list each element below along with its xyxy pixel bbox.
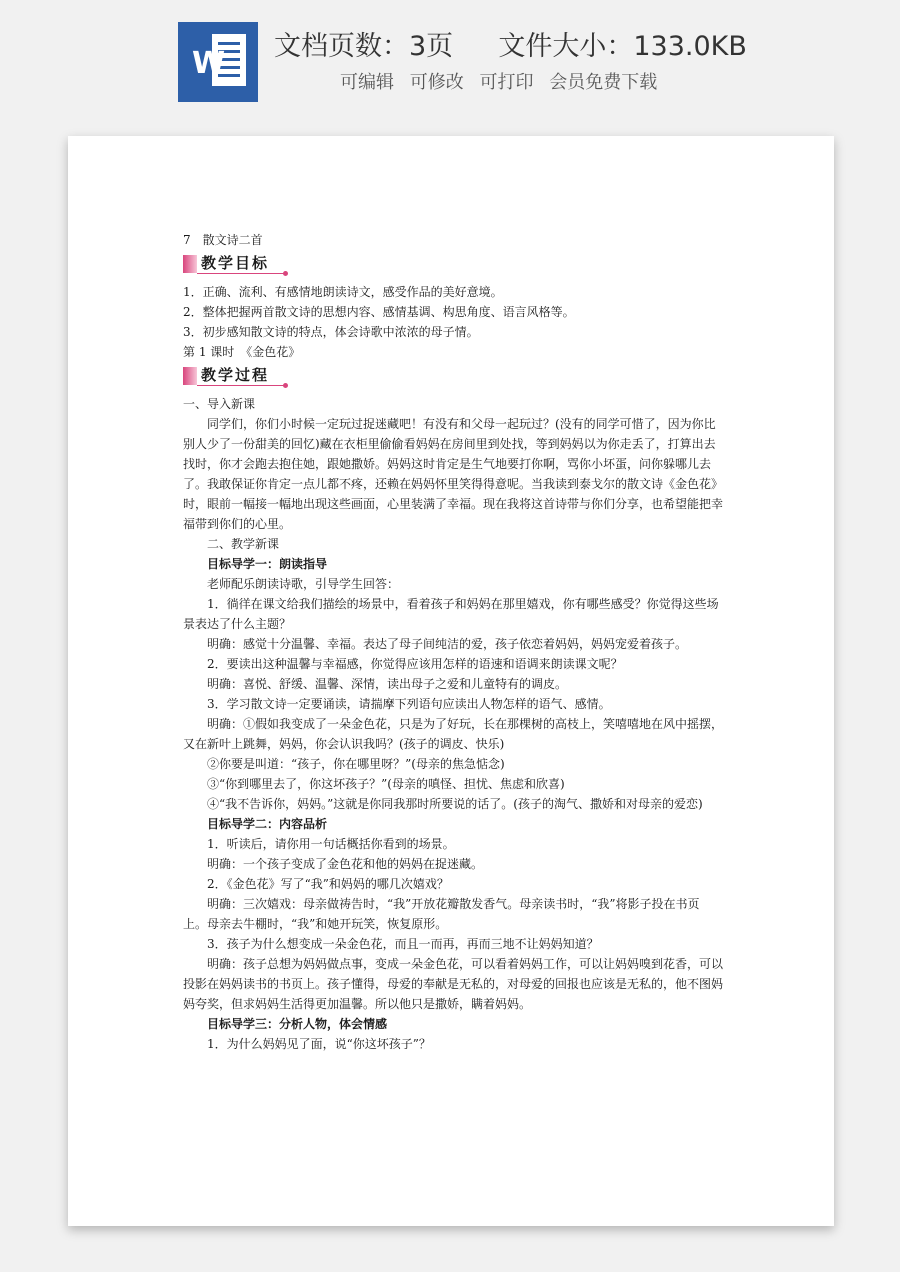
document-header <box>0 0 900 120</box>
feature-member-download: 会员免费下载 <box>549 72 658 93</box>
page-count: 文档页数：3页 <box>274 31 454 62</box>
paragraph: 明确：喜悦、舒缓、温馨、深情，读出母子之爱和儿童特有的调皮。 <box>207 677 568 691</box>
goal-item: 2．整体把握两首散文诗的思想内容、感情基调、构思角度、语言风格等。 <box>183 305 575 319</box>
file-info-title <box>274 24 747 63</box>
paragraph: 2．《金色花》写了“我”和妈妈的哪几次嬉戏？ <box>207 877 449 891</box>
paragraph: ④“我不告诉你，妈妈。”这就是你同我那时所要说的话了。(孩子的淘气、撒娇和对母亲的爱恋) <box>207 797 703 811</box>
feature-editable: 可编辑 <box>340 72 394 93</box>
paragraph: 2．要读出这种温馨与幸福感，你觉得应该用怎样的语速和语调来朗读课文呢？ <box>207 657 623 671</box>
paragraph: 目标导学三：分析人物，体会情感 <box>207 1017 388 1031</box>
feature-printable: 可打印 <box>479 72 534 93</box>
paragraph: 同学们，你们小时候一定玩过捉迷藏吧！有没有和父母一起玩过？(没有的同学可惜了，因为你比别人少了一份甜美的回忆)藏在衣柜里偷偷看妈妈在房间里到处找，等到妈妈以为你走丢了，打算出去找时，你才会跑去抱住她，跟她撒娇。妈妈这时肯定是生气地要打你啊，骂你小坏蛋，问你躲哪儿去了。我敢保证你肯定一点儿都不疼，还赖在妈妈怀里笑得得意呢。当我读到泰戈尔的散文诗《金色花》时，眼前一幅接一幅地出现这些画面，心里装满了幸福。现在我将这首诗带与你们分享，也希望能把幸福带到你们的心里。 <box>183 417 724 531</box>
word-document-icon <box>178 22 258 102</box>
goals-banner <box>183 252 723 276</box>
paragraph: 3．孩子为什么想变成一朵金色花，而且一而再，再而三地不让妈妈知道？ <box>207 937 599 951</box>
paragraph: 明确：感觉十分温馨、幸福。表达了母子间纯洁的爱，孩子依恋着妈妈，妈妈宠爱着孩子。 <box>207 637 688 651</box>
paragraph: 一、导入新课 <box>183 397 256 411</box>
paragraph: 目标导学一：朗读指导 <box>207 557 328 571</box>
paragraph: 1．听读后，请你用一句话概括你看到的场景。 <box>207 837 455 851</box>
paragraph: 3．学习散文诗一定要诵读，请揣摩下列语句应读出人物怎样的语气、感情。 <box>207 697 611 711</box>
paragraph: ②你要是叫道：“孩子，你在哪里呀？”(母亲的焦急惦念) <box>207 757 505 771</box>
lesson-title: 7 散文诗二首 <box>183 233 263 247</box>
process-banner-label: 教学过程 <box>201 366 270 384</box>
paragraph: 1．为什么妈妈见了面，说“你这坏孩子”？ <box>207 1037 431 1051</box>
paragraph: 明确：三次嬉戏：母亲做祷告时，“我”开放花瓣散发香气。母亲读书时，“我”将影子投在书页上。母亲去牛棚时，“我”和她开玩笑，恢复原形。 <box>183 897 700 931</box>
paragraph: ③“你到哪里去了，你这坏孩子？”(母亲的嗔怪、担忧、焦虑和欣喜) <box>207 777 565 791</box>
paragraph: 老师配乐朗读诗歌，引导学生回答： <box>207 577 400 591</box>
word-icon-letter: W <box>192 46 226 81</box>
goal-item: 1．正确、流利、有感情地朗读诗文，感受作品的美好意境。 <box>183 285 503 299</box>
feature-list <box>340 68 667 94</box>
paragraph: 明确：孩子总想为妈妈做点事，变成一朵金色花，可以看着妈妈工作，可以让妈妈嗅到花香，可以投影在妈妈读书的书页上。孩子懂得，母爱的奉献是无私的，对母爱的回报也应该是无私的，他不图妈妈夸奖，但求妈妈生活得更加温馨。所以他只是撒娇，瞒着妈妈。 <box>183 957 724 1011</box>
paragraph: 目标导学二：内容品析 <box>207 817 328 831</box>
period-title: 第 1 课时 《金色花》 <box>183 345 301 359</box>
paragraph: 明确：一个孩子变成了金色花和他的妈妈在捉迷藏。 <box>207 857 484 871</box>
document-content <box>183 230 723 1054</box>
feature-modifiable: 可修改 <box>409 72 464 93</box>
goals-banner-label: 教学目标 <box>201 254 270 272</box>
file-size: 文件大小：133.0KB <box>498 31 747 62</box>
document-page <box>68 136 834 1226</box>
goal-item: 3．初步感知散文诗的特点，体会诗歌中浓浓的母子情。 <box>183 325 479 339</box>
process-body <box>183 394 723 1054</box>
paragraph: 二、教学新课 <box>207 537 280 551</box>
paragraph: 明确：①假如我变成了一朵金色花，只是为了好玩，长在那棵树的高枝上，笑嘻嘻地在风中摇摆，又在新叶上跳舞，妈妈，你会认识我吗？(孩子的调皮、快乐) <box>183 717 724 751</box>
paragraph: 1．徜徉在课文给我们描绘的场景中，看着孩子和妈妈在那里嬉戏，你有哪些感受？你觉得这些场景表达了什么主题？ <box>183 597 719 631</box>
process-banner <box>183 364 723 388</box>
